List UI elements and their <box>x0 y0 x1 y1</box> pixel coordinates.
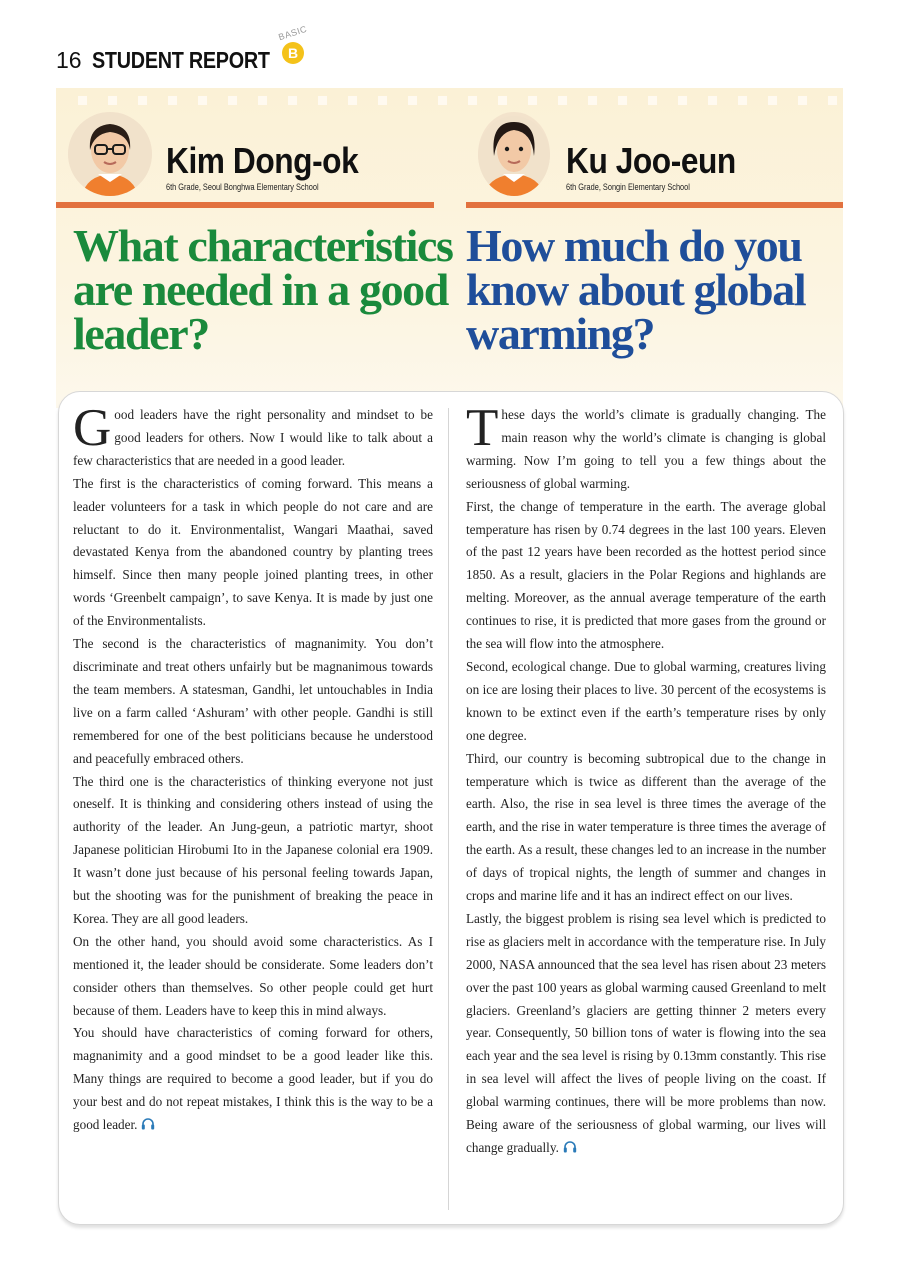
basic-badge <box>276 23 316 76</box>
paragraph <box>466 399 826 496</box>
headphones-icon <box>563 1140 577 1153</box>
title-line: leader? <box>73 308 209 359</box>
paragraph-text: You should have characteristics of coming forward for others, magnanimity and a good mindset to be a good leader like this. Many things are required to become a good leader, but if you do your best and do not repeat mistakes, I think this is the way to be a good leader. <box>73 1025 433 1133</box>
avatar <box>478 112 550 196</box>
badge-letter: B <box>282 42 304 64</box>
accent-rule-left <box>56 202 434 208</box>
avatar <box>68 112 152 196</box>
paragraph: Second, ecological change. Due to global warming, creatures living on ice are losing their places to live. 30 percent of the ecosystems is known to be extinct even if the earth’s temperature rises by only one degree. <box>466 658 826 743</box>
headphones-icon <box>141 1117 155 1130</box>
page-number: 16 <box>56 46 82 73</box>
paragraph: The first is the characteristics of coming forward. This means a leader volunteers for a task in which people do not care and are reluctant to do it. Environmentalist, Wangari Maathai, saved devastated Kenya from the abandoned country by planting trees himself. Since then many people joined planting trees, in other words ‘Greenbelt campaign’, to save Kenya. It is made by just one of the Environmentalists. <box>73 475 433 629</box>
paragraph: The third one is the characteristics of thinking everyone not just oneself. It is thinking and considering others instead of using the authority of the leader. An Jung-geun, a patriotic martyr, shoot Japanese politician Hirobumi Ito in the Japanese colonial era 1909. It wasn’t done just because of his personal feeling towards Japan, but the shooting was for the punishment of breaking the peace in Korea. They are all good leaders. <box>73 773 433 926</box>
author-name: Kim Dong-ok <box>166 140 359 181</box>
paragraph-text: hese days the world’s climate is gradually changing. The main reason why the world’s climate is changing is global warming. Now I’m going to tell you a few things about the seriousness of global warming. <box>466 407 826 491</box>
author-school: 6th Grade, Songin Elementary School <box>566 182 690 192</box>
article-body-right <box>466 399 826 1160</box>
paragraph: First, the change of temperature in the earth. The average global temperature has risen by 0.74 degrees in the last 100 years. Eleven of the past 12 years have been recorded as the hottest period since 1850. As a result, glaciers in the Polar Regions and highlands are melting. Moreover, as the annual average temperature of the earth continues to rise, it is predicted that more gases from the ground or the sea will flow into the atmosphere. <box>466 498 826 652</box>
accent-rule-right <box>466 202 843 208</box>
article-title-left <box>73 220 453 359</box>
paragraph: The second is the characteristics of magnanimity. You don’t discriminate and treat others unfairly but be magnanimous towards the team members. A statesman, Gandhi, let untouchables in India live on a farm called ‘Ashuram’ with other people. Gandhi is still remembered for one of the best politicians because he understood and peacefully embraced others. <box>73 636 433 766</box>
paragraph-text: Lastly, the biggest problem is rising sea level which is predicted to rise as glaciers melt in accordance with the temperature rise. In July 2000, NASA announced that the sea level has risen about 23 meters over the past 100 years as global warming caused Greenland to melt glaciers. Greenland’s glaciers are getting thinner 2 meters every year. Consequently, 50 billion tons of water is flowing into the sea each year and the sea level is rising by 0.13mm constantly. This rise in sea level will affect the lives of people living on the coast. If global warming continues, there will be more problems than now. Being aware of the seriousness of global warming, our lives will change gradually. <box>466 910 826 1155</box>
page-header <box>56 23 309 80</box>
title-line: know about global <box>466 264 806 315</box>
article-title-right <box>466 220 836 359</box>
title-line: warming? <box>466 308 655 359</box>
perforation-dots <box>78 96 837 105</box>
paragraph <box>466 908 826 1160</box>
author-school: 6th Grade, Seoul Bonghwa Elementary School <box>166 182 319 192</box>
section-title: STUDENT REPORT <box>91 46 270 73</box>
author-name: Ku Joo-eun <box>566 140 736 181</box>
title-line: How much do you <box>466 220 802 271</box>
paragraph <box>73 399 433 473</box>
article-body-left <box>73 399 433 1137</box>
paragraph-text: ood leaders have the right personality and mindset to be good leaders for others. Now I would like to talk about a few characteristics that are needed in a good leader. <box>73 407 433 468</box>
paragraph <box>73 1022 433 1137</box>
title-line: What characteristics <box>73 220 453 271</box>
title-line: are needed in a good <box>73 264 448 315</box>
paragraph: On the other hand, you should avoid some characteristics. As I mentioned it, the leader should be considerate. Some leaders don’t consider others than themselves. So other people could get hurt because of them. Leaders have to keep this in mind always. <box>73 933 433 1018</box>
drop-cap: G <box>73 399 112 457</box>
badge-word: BASIC <box>277 23 309 43</box>
column-divider <box>448 408 449 1210</box>
drop-cap: T <box>466 399 499 457</box>
paragraph: Third, our country is becoming subtropical due to the change in temperature which is twice as different than the average of the earth. Also, the rise in sea level is three times the average of the earth, and the rise in water temperature is three times the average of the earth. As a result, these changes led to an increase in the number of days of tropical nights, the length of summer and changes in crops and marine life and it has an indirect effect on our lives. <box>466 750 826 904</box>
